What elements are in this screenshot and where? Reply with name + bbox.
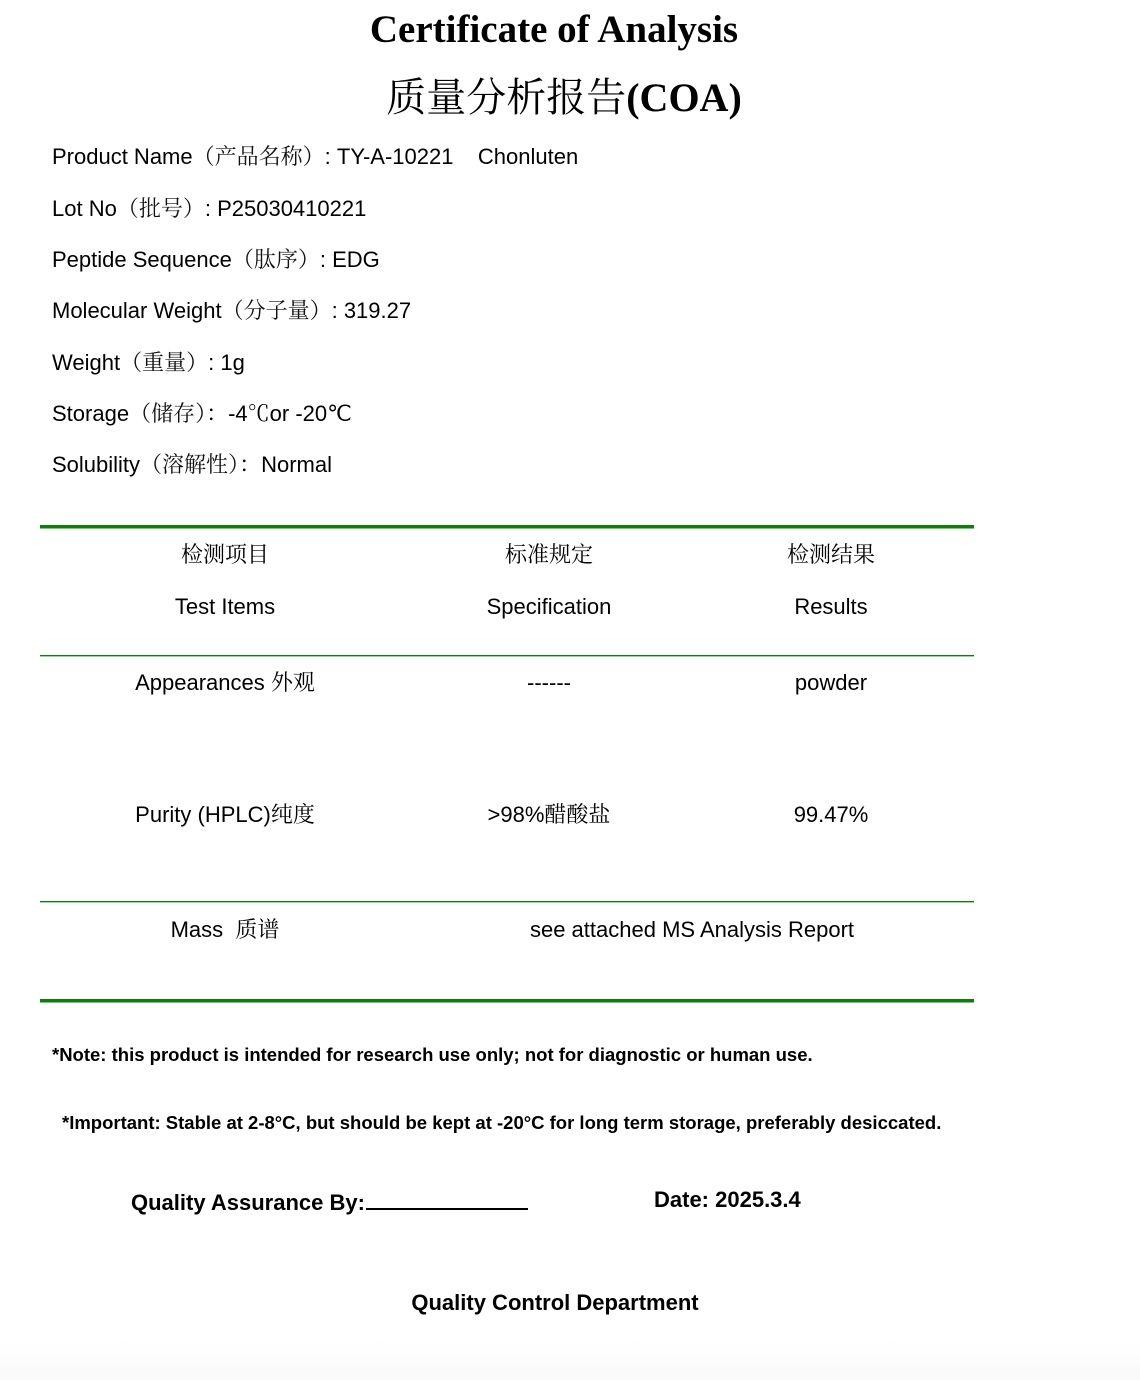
info-product-name	[52, 143, 578, 171]
table-top-rule	[40, 525, 974, 528]
department: Quality Control Department	[411, 1290, 699, 1315]
header-test-items-cn: 检测项目	[180, 542, 269, 567]
title-cn-suffix: (COA)	[626, 75, 742, 120]
info-label-cn: （肽序）	[231, 247, 320, 272]
info-label-cn: （重量）	[120, 350, 209, 375]
row-mass-spec-result: see attached MS Analysis Report	[529, 917, 855, 942]
info-label-cn: （分子量）	[221, 298, 332, 323]
info-lot-no	[52, 195, 366, 223]
info-storage	[52, 400, 352, 428]
title-cn-text: 质量分析报告	[386, 75, 627, 121]
info-sep: :	[319, 247, 333, 272]
header-specification-en: Specification	[486, 594, 612, 619]
header-test-items-en: Test Items	[174, 594, 276, 619]
header-results-cn: 检测结果	[786, 542, 875, 567]
header-specification-cn: 标准规定	[504, 542, 593, 567]
info-sep: :	[324, 144, 337, 169]
info-value: EDG	[332, 247, 380, 272]
table-bottom-rule	[40, 999, 974, 1002]
info-solubility	[52, 451, 332, 479]
info-label-cn: （溶解性）	[140, 452, 240, 477]
info-label: Solubility	[52, 452, 141, 477]
info-sep: :	[204, 196, 218, 221]
info-label: Peptide Sequence	[52, 247, 232, 272]
info-value: P25030410221	[217, 196, 367, 221]
title-en: Certificate of Analysis	[369, 8, 739, 51]
info-value: 1g	[220, 350, 245, 375]
title-cn	[0, 74, 1128, 122]
date: Date: 2025.3.4	[654, 1187, 801, 1212]
info-label-cn: （产品名称）	[192, 144, 325, 169]
info-label: Weight	[52, 350, 121, 375]
table-row-rule	[40, 901, 974, 902]
note-research-use: *Note: this product is intended for research use only; not for diagnostic or human use.	[52, 1044, 813, 1065]
row-appearance-result: powder	[794, 670, 868, 695]
info-value: 319.27	[343, 298, 412, 323]
info-sep: ：	[206, 401, 229, 426]
info-label: Lot No	[52, 196, 117, 221]
row-purity-result: 99.47%	[793, 802, 869, 827]
info-value: TY-A-10221 Chonluten	[336, 144, 579, 169]
row-purity-item: Purity (HPLC)纯度	[135, 802, 315, 827]
info-label-cn: （批号）	[116, 196, 205, 221]
row-purity-spec: >98%醋酸盐	[487, 802, 611, 827]
info-molecular-weight	[52, 297, 411, 325]
info-label: Molecular Weight	[52, 298, 222, 323]
row-appearance-spec: ------	[527, 670, 571, 695]
info-peptide-sequence	[52, 246, 380, 274]
header-results-en: Results	[794, 594, 868, 619]
note-storage-important: *Important: Stable at 2-8°C, but should be kept at -20°C for long term storage, preferably desiccated.	[62, 1112, 942, 1133]
info-sep: ：	[239, 452, 262, 477]
info-sep: :	[331, 298, 344, 323]
signature-line	[366, 1186, 528, 1210]
info-label-cn: （储存）	[129, 401, 207, 426]
info-sep: :	[208, 350, 221, 375]
info-value: Normal	[261, 452, 332, 477]
info-weight	[52, 349, 245, 377]
qa-label: Quality Assurance By:	[131, 1190, 365, 1215]
qa-signature	[131, 1186, 528, 1217]
row-mass-item: Mass 质谱	[170, 917, 280, 942]
row-appearance-item: Appearances 外观	[135, 670, 315, 695]
info-value: -4℃or -20℃	[228, 401, 352, 426]
info-label: Product Name	[52, 144, 193, 169]
table-header-rule	[40, 655, 974, 656]
info-label: Storage	[52, 401, 130, 426]
